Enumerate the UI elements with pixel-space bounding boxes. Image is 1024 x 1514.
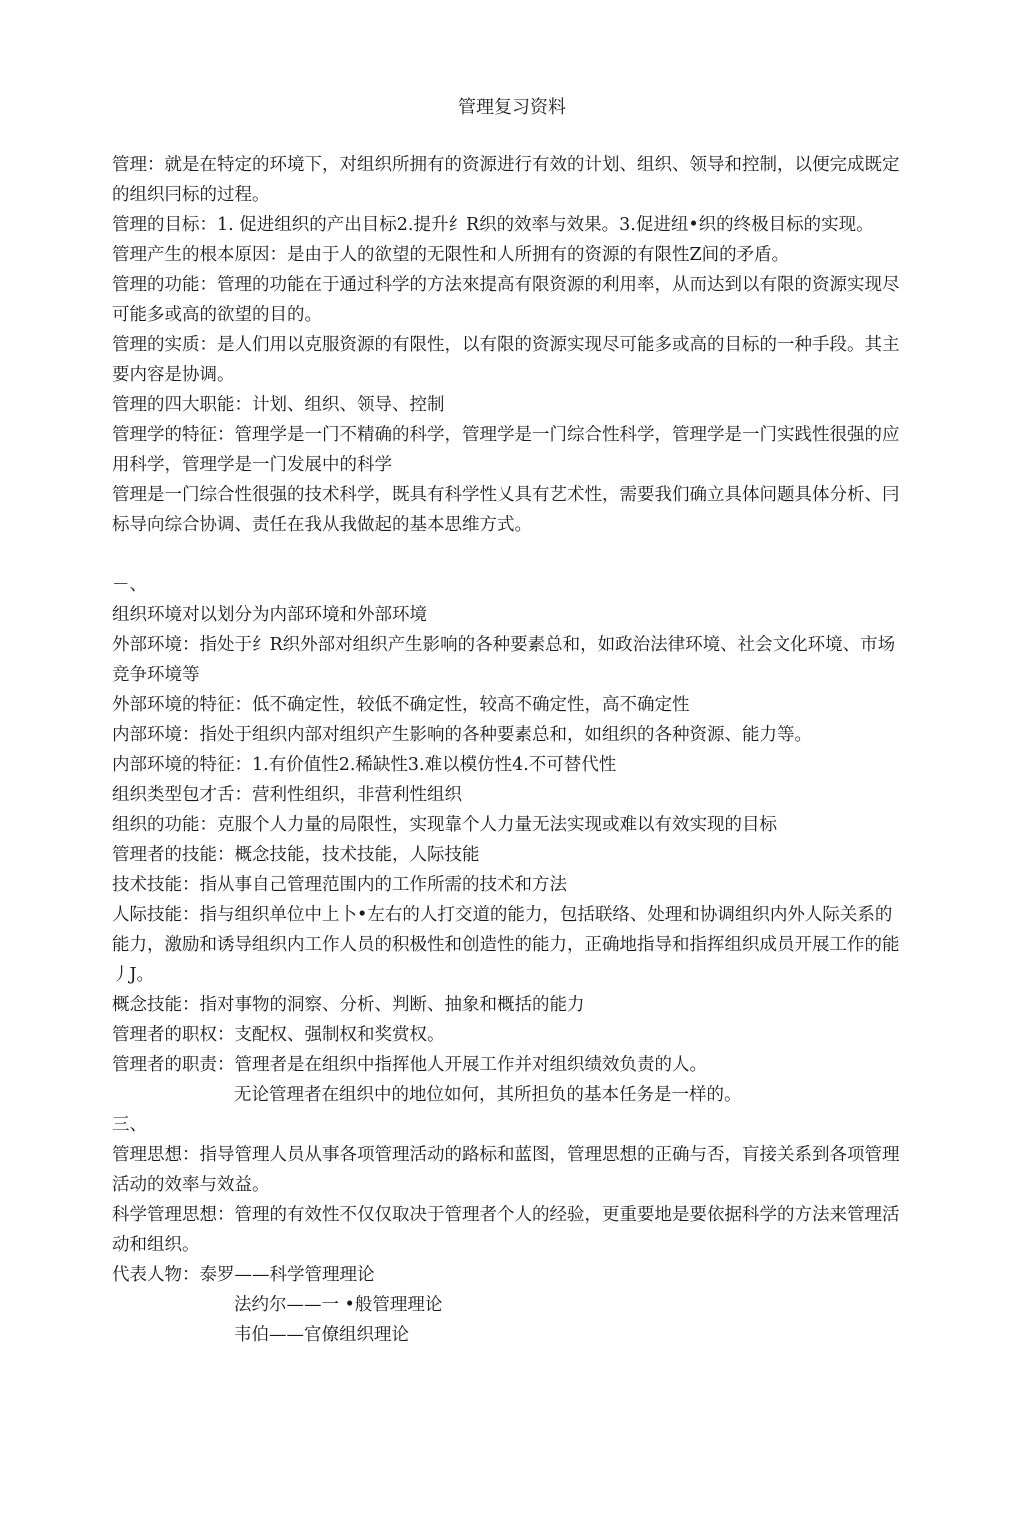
paragraph: 组织环境对以划分为内部环境和外部环境 (112, 605, 427, 625)
indented-paragraph: 无论管理者在组织中的地位如何，其所担负的基本任务是一样的。 (234, 1085, 742, 1105)
paragraph: 科学管理思想：管理的有效性不仅仅取决于管理者个人的经验，更重要地是要依据科学的方法来管理活动和组织。 (112, 1205, 900, 1255)
paragraph: 管理的目标：1. 促进组织的产出目标2.提升纟R织的效率与效果。3.促进纽•织的终极目标的实现。 (112, 215, 874, 235)
paragraph: 管理的四大职能：计划、组织、领导、控制 (112, 395, 445, 415)
paragraph: 人际技能：指与组织单位中上卜•左右的人打交道的能力，包括联络、处理和协调组织内外人际关系的能力，激励和诱导组织内工作人员的积极性和创造性的能力，正确地指导和指挥组织成员开展工作的能丿J。 (112, 905, 900, 985)
paragraph: 组织的功能：克服个人力量的局限性，实现靠个人力量无法实现或难以有效实现的目标 (112, 815, 777, 835)
indented-paragraph: 法约尔——一 •般管理理论 (234, 1295, 443, 1315)
document-body (112, 150, 902, 1350)
paragraph: 内部环境的特征：1.有价值性2.稀缺性3.难以模仿性4.不可替代性 (112, 755, 617, 775)
paragraph: 管理者的技能：概念技能，技术技能，人际技能 (112, 845, 480, 865)
paragraph: 管理者的职责：管理者是在组织中指挥他人开展工作并对组织绩效负责的人。 (112, 1055, 707, 1075)
paragraph: 代表人物：泰罗——科学管理理论 (112, 1265, 375, 1285)
paragraph: 管理产生的根本原因：是由于人的欲望的无限性和人所拥有的资源的有限性Z间的矛盾。 (112, 245, 790, 265)
paragraph: 组织类型包才舌：营利性组织，非营利性组织 (112, 785, 462, 805)
paragraph: 管理的实质：是人们用以克服资源的有限性，以有限的资源实现尽可能多或高的目标的一种手段。其主要内容是协调。 (112, 335, 900, 385)
paragraph: 管理学的特征：管理学是一门不精确的科学，管理学是一门综合性科学，管理学是一门实践性很强的应用科学，管理学是一门发展中的科学 (112, 425, 900, 475)
paragraph: 概念技能：指对事物的洞察、分析、判断、抽象和概括的能力 (112, 995, 585, 1015)
paragraph: 外部环境的特征：低不确定性，较低不确定性，较高不确定性，高不确定性 (112, 695, 690, 715)
section-heading: 三、 (112, 1115, 147, 1135)
paragraph: 管理思想：指导管理人员从事各项管理活动的路标和蓝图，管理思想的正确与否，肓接关系到各项管理活动的效率与效益。 (112, 1145, 900, 1195)
paragraph: 管理的功能：管理的功能在于通过科学的方法來提高有限资源的利用率，从而达到以有限的资源实现尽可能多或高的欲望的目的。 (112, 275, 900, 325)
section-heading: －、 (112, 575, 147, 595)
paragraph: 内部环境：指处于组织内部对组织产生影响的各种要素总和，如组织的各种资源、能力等。 (112, 725, 812, 745)
paragraph: 管理：就是在特定的环境下，对组织所拥有的资源进行有效的计划、组织、领导和控制，以便完成既定的组织冃标的过程。 (112, 155, 900, 205)
paragraph: 管理者的职权：支配权、强制权和奖赏权。 (112, 1025, 445, 1045)
page-title: 管理复习资料 (458, 97, 566, 118)
indented-paragraph: 韦伯——官僚组织理论 (234, 1325, 409, 1345)
spacer (112, 540, 902, 570)
paragraph: 技术技能：指从事自己管理范围内的工作所需的技术和方法 (112, 875, 567, 895)
paragraph: 外部环境：指处于纟R织外部对组织产生影响的各种要素总和，如政治法律环境、社会文化环境、市场竞争环境等 (112, 635, 896, 685)
paragraph: 管理是一门综合性很强的技术科学，既具有科学性乂具有艺术性，需要我们确立具体问题具体分析、冃标导向综合协调、责任在我从我做起的基本思维方式。 (112, 485, 900, 535)
